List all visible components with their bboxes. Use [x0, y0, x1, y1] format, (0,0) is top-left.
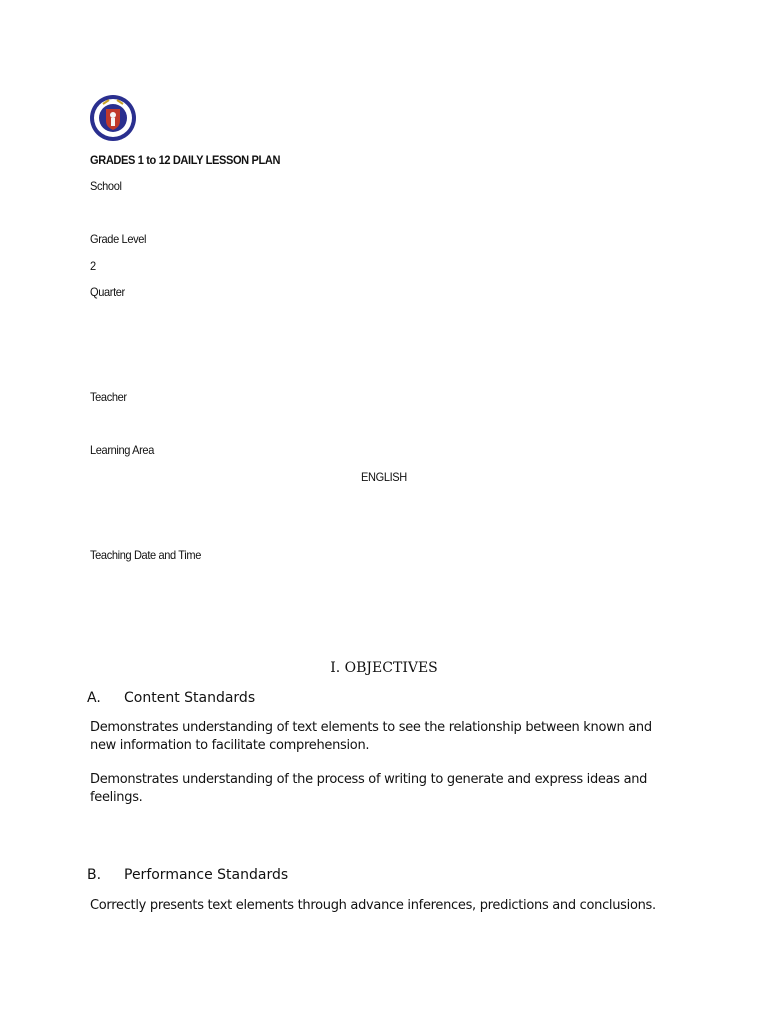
objectives-heading: I. OBJECTIVES: [330, 660, 438, 676]
learning-area-label: Learning Area: [90, 443, 154, 457]
section-a-title: Content Standards: [124, 690, 256, 706]
grade-level-label: Grade Level: [90, 232, 147, 246]
section-b-letter: B.: [87, 867, 102, 883]
performance-standard-paragraph: Correctly presents text elements through advance inferences, predictions and conclusions.: [90, 898, 656, 913]
content-standard-paragraph: Demonstrates understanding of the process of writing to generate and express ideas and feelings.: [90, 772, 648, 805]
teacher-label: Teacher: [90, 390, 127, 404]
quarter-label: Quarter: [90, 285, 125, 299]
section-b-title: Performance Standards: [124, 867, 289, 883]
grade-level-value: 2: [90, 259, 96, 273]
school-label: School: [90, 179, 122, 193]
section-a-letter: A.: [87, 690, 101, 706]
teaching-date-label: Teaching Date and Time: [90, 548, 201, 562]
deped-seal-icon: [89, 94, 137, 142]
plan-title: GRADES 1 to 12 DAILY LESSON PLAN: [90, 153, 281, 167]
learning-area-value: ENGLISH: [361, 470, 407, 484]
content-standard-paragraph: Demonstrates understanding of text elements to see the relationship between known and new information to facilitate comprehension.: [90, 720, 652, 753]
